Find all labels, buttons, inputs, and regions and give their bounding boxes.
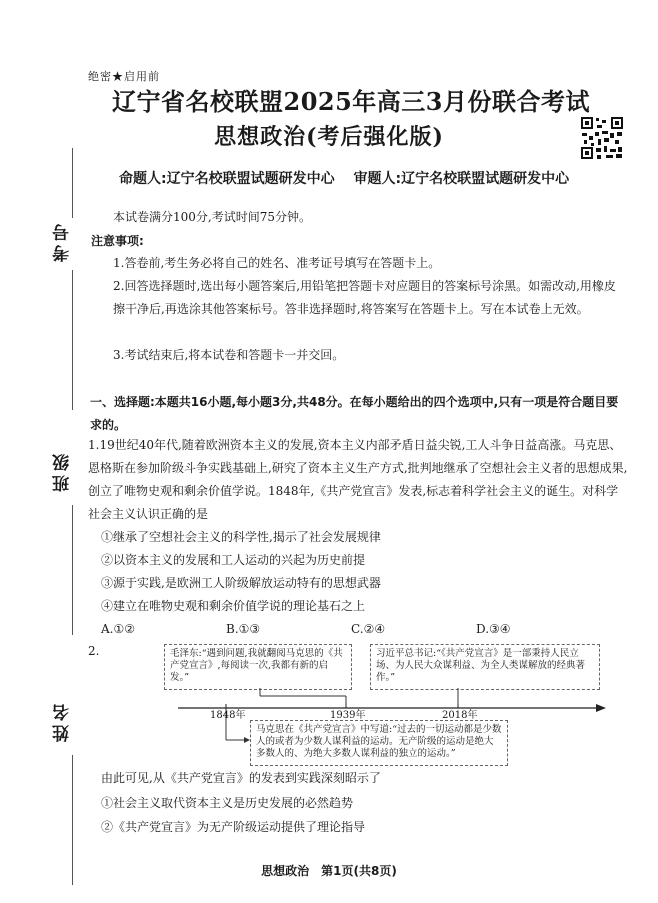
name-label: 姓名: [53, 700, 73, 742]
q1-option-b[interactable]: B.①③: [226, 622, 261, 636]
timeline-label-2018: 2018年: [442, 710, 478, 721]
question-2-stem: 由此可见,从《共产党宣言》的发表到实践深刻昭示了: [101, 771, 381, 785]
authors-line: 命题人:辽宁名校联盟试题研发中心 审题人:辽宁名校联盟试题研发中心: [119, 171, 570, 187]
note-item: 2.回答选择题时,选出每小题答案后,用铅笔把答题卡对应题目的答案标号涂黑。如需改动,用橡皮擦干净后,再选涂其他答案标号。答非选择题时,将答案写在答题卡上。写在本试卷上无效。: [113, 279, 616, 316]
q1-statement: ④建立在唯物史观和剩余价值学说的理论基石之上: [101, 599, 366, 613]
qr-code-icon: [580, 116, 624, 160]
q1-statement: ③源于实践,是欧洲工人阶级解放运动特有的思想武器: [101, 576, 381, 590]
note-item: 1.答卷前,考生务必将自己的姓名、准考证号填写在答题卡上。: [113, 256, 441, 270]
note-item: 3.考试结束后,将本试卷和答题卡一并交回。: [113, 348, 345, 362]
timeline-label-1939: 1939年: [330, 710, 366, 721]
timeline-arrow-icon: [596, 704, 606, 712]
timeline-label-1848: 1848年: [210, 710, 246, 721]
exam-subtitle: 思想政治(考后强化版): [214, 124, 444, 150]
exam-number-label: 考号: [53, 220, 73, 262]
quote-box-marx: 马克思在《共产党宣言》中写道:“过去的一切运动都是少数人的或者为少数人谋利益的运动。无产阶级的运动是绝大多数人的、为绝大多数人谋利益的独立的运动。”: [250, 720, 508, 766]
q2-statement: ②《共产党宣言》为无产阶级运动提供了理论指导: [101, 820, 366, 834]
confidential-mark: 绝密★启用前: [88, 70, 160, 83]
margin-line: [72, 148, 73, 218]
q1-option-a[interactable]: A.①②: [101, 622, 135, 636]
arrow-icon: [244, 737, 250, 743]
q2-statement: ①社会主义取代资本主义是历史发展的必然趋势: [101, 796, 354, 810]
margin-line: [72, 270, 73, 410]
q1-option-d[interactable]: D.③④: [476, 622, 511, 636]
question-1-stem: 1.19世纪40年代,随着欧洲资本主义的发展,资本主义内部矛盾日益尖锐,工人斗争日益高涨。马克思、恩格斯在参加阶级斗争实践基础上,研究了资本主义生产方式,批判地继承了空想社会主义者的思想成果,创立了唯物史观和剩余价值学说。1848年,《共产党宣言》发表,标志着科学社会主义的诞生。对科学社会主义认识正确的是: [88, 438, 628, 521]
quote-box-mao: 毛泽东:“遇到问题,我就翻阅马克思的《共产党宣言》,每阅读一次,我都有新的启发。”: [164, 644, 352, 690]
margin-line: [72, 505, 73, 635]
notes-heading: 注意事项:: [91, 234, 144, 248]
q1-option-c[interactable]: C.②④: [351, 622, 386, 636]
page-footer: 思想政治 第1页(共8页): [261, 864, 397, 878]
exam-title: 辽宁省名校联盟2025年高三3月份联合考试: [112, 87, 590, 116]
section-heading: 一、选择题:本题共16小题,每小题3分,共48分。在每小题给出的四个选项中,只有一项是符合题目要求的。: [90, 395, 619, 432]
quote-box-xi: 习近平总书记:“《共产党宣言》是一部秉持人民立场、为人民大众谋利益、为全人类谋解放的经典著作。”: [370, 644, 600, 690]
q1-statement: ①继承了空想社会主义的科学性,揭示了社会发展规律: [101, 530, 381, 544]
class-label: 班级: [53, 450, 73, 492]
q1-statement: ②以资本主义的发展和工人运动的兴起为历史前提: [101, 553, 366, 567]
question-2-number: 2.: [88, 644, 100, 658]
exam-intro: 本试卷满分100分,考试时间75分钟。: [113, 210, 311, 224]
